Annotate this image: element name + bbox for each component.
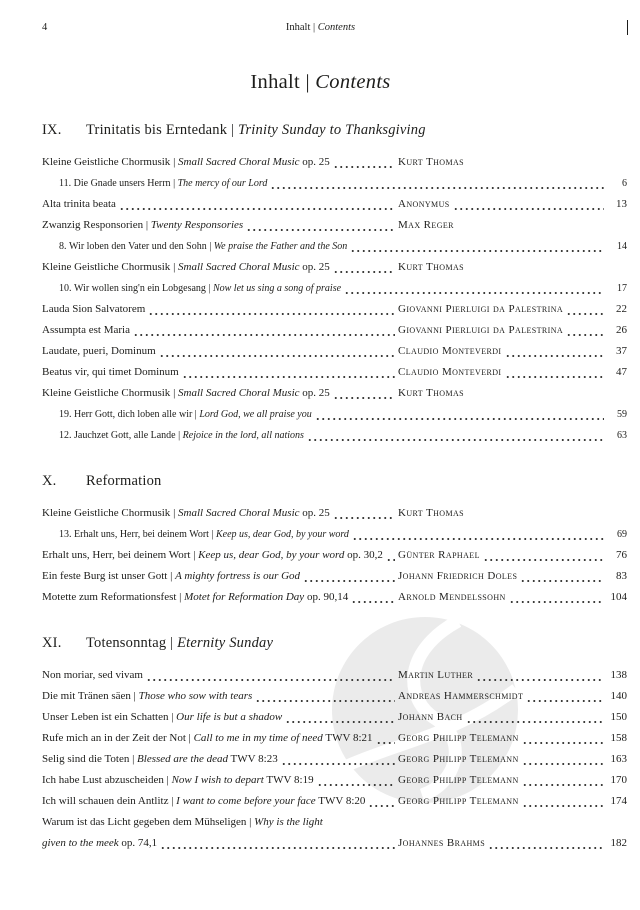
entry-title [42, 299, 145, 320]
title-de: Selig sind die Toten [42, 753, 130, 765]
entry-title [42, 152, 330, 173]
entry-lead [42, 545, 398, 566]
title-en: Motet for Reformation Day [184, 591, 305, 603]
dot-leader [146, 679, 395, 681]
title-en: Small Sacred Choral Music [178, 261, 300, 273]
entry-title [59, 173, 267, 194]
title-de: Herr Gott, dich loben alle wir [74, 409, 193, 420]
page-ref: 174 [610, 795, 627, 807]
page-ref: 17 [617, 283, 627, 294]
title-en: Those who sow with tears [138, 690, 253, 702]
toc-entry [42, 833, 627, 854]
dot-leader [522, 805, 604, 807]
page-ref: 14 [617, 241, 627, 252]
entry-lead [59, 278, 607, 299]
title-en: The mercy of our Lord [177, 178, 268, 189]
title-de: Assumpta est Maria [42, 324, 130, 336]
entry-title [42, 749, 278, 770]
title-suffix: op. 30,2 [344, 549, 383, 561]
page-ref: 104 [610, 591, 627, 603]
entry-lead [42, 812, 627, 833]
dot-leader [148, 313, 395, 315]
dot-leader [522, 763, 604, 765]
toc-entry [42, 320, 627, 341]
title-suffix: TWV 8:23 [227, 753, 278, 765]
dot-leader [333, 166, 395, 168]
section-numeral: X. [42, 473, 57, 489]
toc-entry [42, 770, 627, 791]
title-en: Call to me in my time of need [193, 732, 323, 744]
entry-lead [59, 425, 607, 446]
toc-entry [42, 524, 627, 545]
page-ref: 140 [610, 690, 627, 702]
running-header-de: Inhalt [285, 22, 311, 33]
entry-title [59, 404, 312, 425]
dot-leader [505, 355, 605, 357]
page-ref: 163 [610, 753, 627, 765]
toc-entry [42, 587, 627, 608]
toc-entry [42, 749, 627, 770]
title-en: Lord God, we all praise you [199, 409, 312, 420]
title-de: Jauchzet Gott, alle Lande [74, 430, 176, 441]
title-de: Ein feste Burg ist unser Gott [42, 570, 168, 582]
dot-leader [133, 334, 395, 336]
entry-title [59, 524, 349, 545]
title-en: Blessed are the dead [137, 753, 228, 765]
toc-section [42, 121, 627, 446]
composer-name: Martin Luther [398, 669, 474, 681]
section-title-en: Eternity Sunday [177, 635, 274, 651]
dot-leader [307, 439, 604, 441]
entry-lead [42, 686, 398, 707]
dot-leader [315, 418, 604, 420]
title-en-continued: given to the meek [42, 837, 119, 849]
entry-title [42, 341, 156, 362]
section-heading [42, 634, 627, 653]
page-ref: 37 [616, 345, 627, 357]
dot-leader [352, 538, 604, 540]
dot-leader [333, 271, 395, 273]
toc-entry [42, 812, 627, 833]
dot-leader [505, 376, 605, 378]
page-ref: 47 [616, 366, 627, 378]
toc-entry [42, 566, 627, 587]
composer-name: Johannes Brahms [398, 837, 486, 849]
section-title-de: Trinitatis bis Erntedank [86, 122, 228, 138]
toc-entry [42, 341, 627, 362]
entry-lead [42, 215, 398, 236]
entry-title [59, 425, 304, 446]
toc-entry [42, 215, 627, 236]
separator: | [208, 529, 216, 540]
composer-name: Günter Raphael [398, 549, 480, 561]
dot-leader [333, 397, 395, 399]
composer-name: Georg Philipp Telemann [398, 732, 519, 744]
separator: | [170, 387, 179, 399]
entry-lead [42, 152, 398, 173]
entry-title [42, 770, 314, 791]
movement-number: 13. [59, 529, 74, 540]
section-title-en: Trinity Sunday to Thanksgiving [237, 122, 426, 138]
page-number: 4 [42, 22, 48, 33]
section-heading [42, 472, 627, 491]
separator: | [185, 732, 194, 744]
composer-name: Kurt Thomas [398, 261, 465, 273]
separator: | [206, 241, 214, 252]
composer-name: Kurt Thomas [398, 156, 465, 168]
title-de: Die mit Tränen säen [42, 690, 131, 702]
toc-entry [42, 299, 627, 320]
separator: | [227, 122, 238, 138]
toc-entry [42, 173, 627, 194]
composer-name: Johann Bach [398, 711, 463, 723]
entry-title [42, 833, 157, 854]
separator: | [163, 774, 172, 786]
composer-name: Claudio Monteverdi [398, 366, 502, 378]
dot-leader [386, 559, 395, 561]
entry-title [42, 320, 130, 341]
title-de: Zwanzig Responsorien [42, 219, 144, 231]
title-suffix: op. 25 [299, 156, 330, 168]
title-de: Rufe mich an in der Zeit der Not [42, 732, 186, 744]
toc-section [42, 634, 627, 854]
entry-lead [42, 707, 398, 728]
entry-lead [42, 194, 398, 215]
composer-name: Georg Philipp Telemann [398, 795, 519, 807]
toc-entry [42, 152, 627, 173]
title-en: Small Sacred Choral Music [178, 156, 300, 168]
composer-name: Georg Philipp Telemann [398, 753, 519, 765]
separator: | [176, 591, 185, 603]
separator: | [246, 816, 255, 828]
title-en: Rejoice in the lord, all nations [182, 430, 304, 441]
dot-leader [317, 784, 395, 786]
dot-leader [368, 805, 395, 807]
section-heading [42, 121, 627, 140]
title-suffix: op. 25 [299, 507, 330, 519]
page-ref: 26 [616, 324, 627, 336]
page-ref: 22 [616, 303, 627, 315]
separator: | [168, 711, 177, 723]
page-ref: 158 [610, 732, 627, 744]
title-suffix: op. 74,1 [118, 837, 158, 849]
dot-leader [453, 208, 604, 210]
page-ref: 69 [617, 529, 627, 540]
dot-leader [344, 292, 604, 294]
composer-name: Claudio Monteverdi [398, 345, 502, 357]
entry-lead [42, 749, 398, 770]
section-title [86, 473, 162, 489]
toc-sections [42, 121, 627, 854]
title-en: We praise the Father and the Son [213, 241, 348, 252]
toc-entry [42, 686, 627, 707]
running-header [42, 20, 599, 35]
entry-lead [42, 791, 398, 812]
dot-leader [285, 721, 395, 723]
title-de: Warum ist das Licht gegeben dem Mühseligen [42, 816, 247, 828]
composer-name: Georg Philipp Telemann [398, 774, 519, 786]
entry-title [42, 566, 300, 587]
entry-title [42, 686, 252, 707]
entry-lead [42, 770, 398, 791]
title-de: Wir loben den Vater und den Sohn [69, 241, 207, 252]
separator: | [129, 753, 138, 765]
entry-title [42, 503, 330, 524]
dot-leader [333, 517, 395, 519]
page-ref: 138 [610, 669, 627, 681]
title-de: Wir wollen sing'n ein Lobgesang [74, 283, 206, 294]
entry-title [42, 812, 323, 833]
running-header-en: Contents [317, 22, 356, 33]
page-ref: 150 [610, 711, 627, 723]
toc-entry [42, 362, 627, 383]
title-de: Beatus vir, qui timet Dominum [42, 366, 179, 378]
entry-lead [42, 362, 398, 383]
composer-name: Anonymus [398, 198, 450, 210]
separator: | [167, 570, 176, 582]
entry-title [42, 257, 330, 278]
dot-leader [522, 784, 604, 786]
title-de: Laudate, pueri, Dominum [42, 345, 156, 357]
movement-number: 19. [59, 409, 74, 420]
dot-leader [119, 208, 395, 210]
composer-name: Johann Friedrich Doles [398, 570, 518, 582]
title-de: Alta trinita beata [42, 198, 116, 210]
title-de: Ich habe Lust abzuscheiden [42, 774, 164, 786]
title-de: Unser Leben ist ein Schatten [42, 711, 169, 723]
dot-leader [376, 742, 395, 744]
title-en: Keep us, dear God, by your word [198, 549, 345, 561]
separator: | [170, 156, 179, 168]
page-ref: 63 [617, 430, 627, 441]
title-en: Keep us, dear God, by your word [215, 529, 349, 540]
page-ref: 182 [610, 837, 627, 849]
title-de: Kleine Geistliche Chormusik [42, 507, 171, 519]
dot-leader [520, 580, 604, 582]
entry-lead [42, 566, 398, 587]
title-en: Our life is but a shadow [176, 711, 283, 723]
page-ref: 59 [617, 409, 627, 420]
dot-leader [566, 334, 604, 336]
toc-entry [42, 257, 627, 278]
separator: | [170, 507, 179, 519]
dot-leader [303, 580, 395, 582]
composer-name: Andreas Hammerschmidt [398, 690, 524, 702]
toc-entry [42, 665, 627, 686]
composer-name: Giovanni Pierluigi da Palestrina [398, 324, 564, 336]
dot-leader [509, 601, 604, 603]
header-edge-mark [627, 20, 629, 35]
toc-section [42, 472, 627, 608]
title-suffix: TWV 8:19 [263, 774, 314, 786]
title-en: Why is the light [254, 816, 323, 828]
title-de: Motette zum Reformationsfest [42, 591, 177, 603]
composer-name: Max Reger [398, 219, 454, 231]
section-title [86, 122, 426, 138]
entry-title [42, 707, 282, 728]
toc-entry [42, 236, 627, 257]
entry-lead [42, 383, 398, 404]
entry-title [42, 791, 365, 812]
title-suffix: TWV 8:20 [315, 795, 366, 807]
dot-leader [182, 376, 395, 378]
title-en: Small Sacred Choral Music [178, 387, 300, 399]
dot-leader [466, 721, 604, 723]
page-title-en: Contents [315, 71, 391, 93]
title-en: Small Sacred Choral Music [178, 507, 300, 519]
title-de: Ich will schauen dein Antlitz [42, 795, 169, 807]
toc-entry [42, 278, 627, 299]
composer-name: Kurt Thomas [398, 507, 465, 519]
title-en: A mighty fortress is our God [175, 570, 301, 582]
toc-entry [42, 425, 627, 446]
dot-leader [281, 763, 395, 765]
entry-lead [59, 404, 607, 425]
dot-leader [483, 559, 604, 561]
entry-title [42, 362, 179, 383]
dot-leader [566, 313, 604, 315]
title-suffix: op. 25 [299, 261, 330, 273]
entry-lead [59, 524, 607, 545]
title-de: Lauda Sion Salvatorem [42, 303, 146, 315]
section-numeral: IX. [42, 122, 62, 138]
entry-lead [42, 833, 398, 854]
dot-leader [270, 187, 604, 189]
separator: | [166, 635, 178, 651]
separator: | [192, 409, 200, 420]
movement-number: 12. [59, 430, 74, 441]
dot-leader [488, 847, 604, 849]
entry-lead [42, 341, 398, 362]
movement-number: 11. [59, 178, 74, 189]
page-ref: 170 [610, 774, 627, 786]
toc-entry [42, 791, 627, 812]
composer-name: Kurt Thomas [398, 387, 465, 399]
entry-title [42, 728, 373, 749]
entry-title [42, 383, 330, 404]
entry-lead [42, 320, 398, 341]
entry-lead [42, 665, 398, 686]
entry-lead [42, 299, 398, 320]
separator: | [130, 690, 139, 702]
separator: | [190, 549, 199, 561]
entry-title [59, 278, 341, 299]
toc-entry [42, 404, 627, 425]
entry-title [42, 545, 383, 566]
separator: | [205, 283, 213, 294]
title-suffix: op. 90,14 [304, 591, 349, 603]
separator: | [175, 430, 183, 441]
entry-lead [59, 173, 607, 194]
title-de: Erhalt uns, Herr, bei deinem Wort [42, 549, 191, 561]
toc-entry [42, 503, 627, 524]
entry-lead [42, 587, 398, 608]
title-de: Kleine Geistliche Chormusik [42, 387, 171, 399]
movement-number: 10. [59, 283, 74, 294]
page-ref: 83 [616, 570, 627, 582]
separator: | [310, 22, 318, 33]
dot-leader [255, 700, 395, 702]
toc-entry [42, 383, 627, 404]
title-suffix: op. 25 [299, 387, 330, 399]
separator: | [170, 261, 179, 273]
toc-entry [42, 707, 627, 728]
separator: | [300, 71, 316, 93]
toc-entry [42, 728, 627, 749]
section-numeral: XI. [42, 635, 62, 651]
page-ref: 13 [616, 198, 627, 210]
title-en: I want to come before your face [176, 795, 316, 807]
page-header [42, 20, 627, 35]
separator: | [170, 178, 178, 189]
dot-leader [476, 679, 604, 681]
title-en: Twenty Responsories [150, 219, 244, 231]
title-de: Erhalt uns, Herr, bei deinem Wort [74, 529, 209, 540]
title-de: Kleine Geistliche Chormusik [42, 156, 171, 168]
page-title [42, 69, 599, 95]
dot-leader [350, 250, 604, 252]
entry-lead [42, 728, 398, 749]
entry-lead [42, 257, 398, 278]
section-title-de: Totensonntag [86, 635, 167, 651]
entry-title [42, 215, 243, 236]
title-de: Non moriar, sed vivam [42, 669, 143, 681]
entry-title [42, 194, 116, 215]
dot-leader [526, 700, 604, 702]
entry-lead [59, 236, 607, 257]
section-title-de: Reformation [86, 473, 162, 489]
dot-leader [160, 847, 395, 849]
entry-title [42, 665, 143, 686]
toc-entry [42, 194, 627, 215]
title-suffix: TWV 8:21 [322, 732, 373, 744]
entry-title [42, 587, 348, 608]
composer-name: Giovanni Pierluigi da Palestrina [398, 303, 564, 315]
toc-entry [42, 545, 627, 566]
page-ref: 6 [622, 178, 627, 189]
title-en: Now I wish to depart [171, 774, 264, 786]
dot-leader [159, 355, 395, 357]
dot-leader [522, 742, 604, 744]
dot-leader [351, 601, 395, 603]
page-title-de: Inhalt [250, 71, 301, 93]
title-en: Now let us sing a song of praise [212, 283, 342, 294]
movement-number: 8. [59, 241, 69, 252]
entry-title [59, 236, 347, 257]
separator: | [168, 795, 177, 807]
section-title [86, 635, 273, 651]
separator: | [143, 219, 151, 231]
entry-lead [42, 503, 398, 524]
page-ref: 76 [616, 549, 627, 561]
title-de: Die Gnade unsers Herrn [73, 178, 171, 189]
dot-leader [246, 229, 395, 231]
title-de: Kleine Geistliche Chormusik [42, 261, 171, 273]
composer-name: Arnold Mendelssohn [398, 591, 506, 603]
